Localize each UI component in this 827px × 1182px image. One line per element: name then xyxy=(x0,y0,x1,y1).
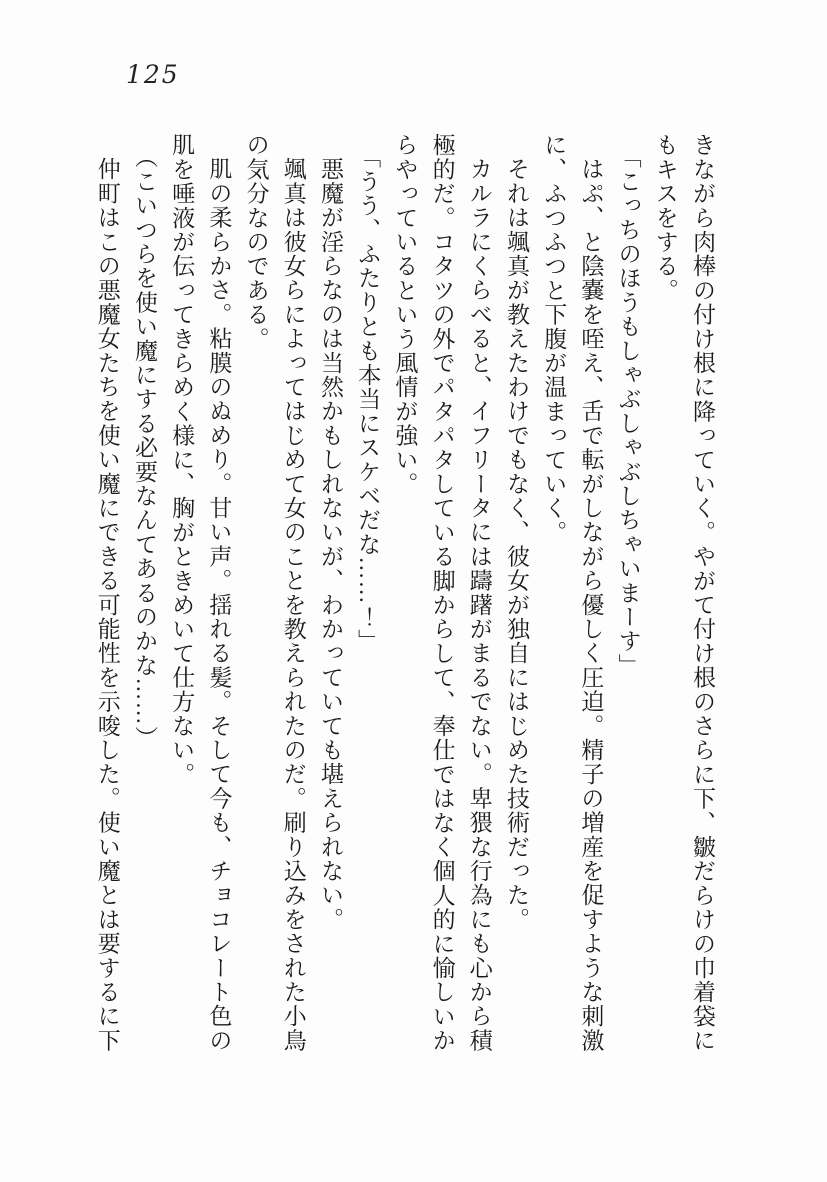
paragraph: 「うう、ふたりとも本当にスケベだな……！」 xyxy=(355,145,381,654)
paragraph: きながら肉棒の付け根に降っていく。やがて付け根のさらに下、皺だらけの巾着袋にもキスをする。 xyxy=(652,133,715,1053)
paragraph: （こいつらを使い魔にする必要なんてあるのかな……） xyxy=(131,145,157,750)
paragraph: 仲町はこの悪魔女たちを使い魔にできる可能性を示唆した。使い魔とは要するに下 xyxy=(94,157,120,1053)
paragraph: カルラにくらべると、イフリータには躊躇がまるでない。卑猥な行為にも心から積極的だ。コタツの外でパタパタしている脚からして、奉仕ではなく個人的に愉しいからやっているという風情が強い。 xyxy=(392,133,492,1053)
paragraph: 肌の柔らかさ。粘膜のぬめり。甘い声。揺れる髪。そして今も、チョコレート色の肌を唾液が伝ってきらめく様に、胸がときめいて仕方ない。 xyxy=(169,133,232,1053)
paragraph: 悪魔が淫らなのは当然かもしれないが、わかっていても堪えられない。 xyxy=(317,157,343,932)
paragraph: 「こっちのほうもしゃぶしゃぶしちゃいまーす」 xyxy=(615,145,641,678)
vertical-text-block xyxy=(85,133,721,1057)
paragraph: 颯真は彼女らによってはじめて女のことを教えられたのだ。刷り込みをされた小鳥の気分なのである。 xyxy=(243,133,306,1053)
page-number: 125 xyxy=(126,60,180,89)
paragraph: はぷ、と陰嚢を咥え、舌で転がしながら優しく圧迫。精子の増産を促すような刺激に、ふつふつと下腹が温まっていく。 xyxy=(541,133,604,1053)
paragraph: それは颯真が教えたわけでもなく、彼女が独自にはじめた技術だった。 xyxy=(503,157,529,932)
